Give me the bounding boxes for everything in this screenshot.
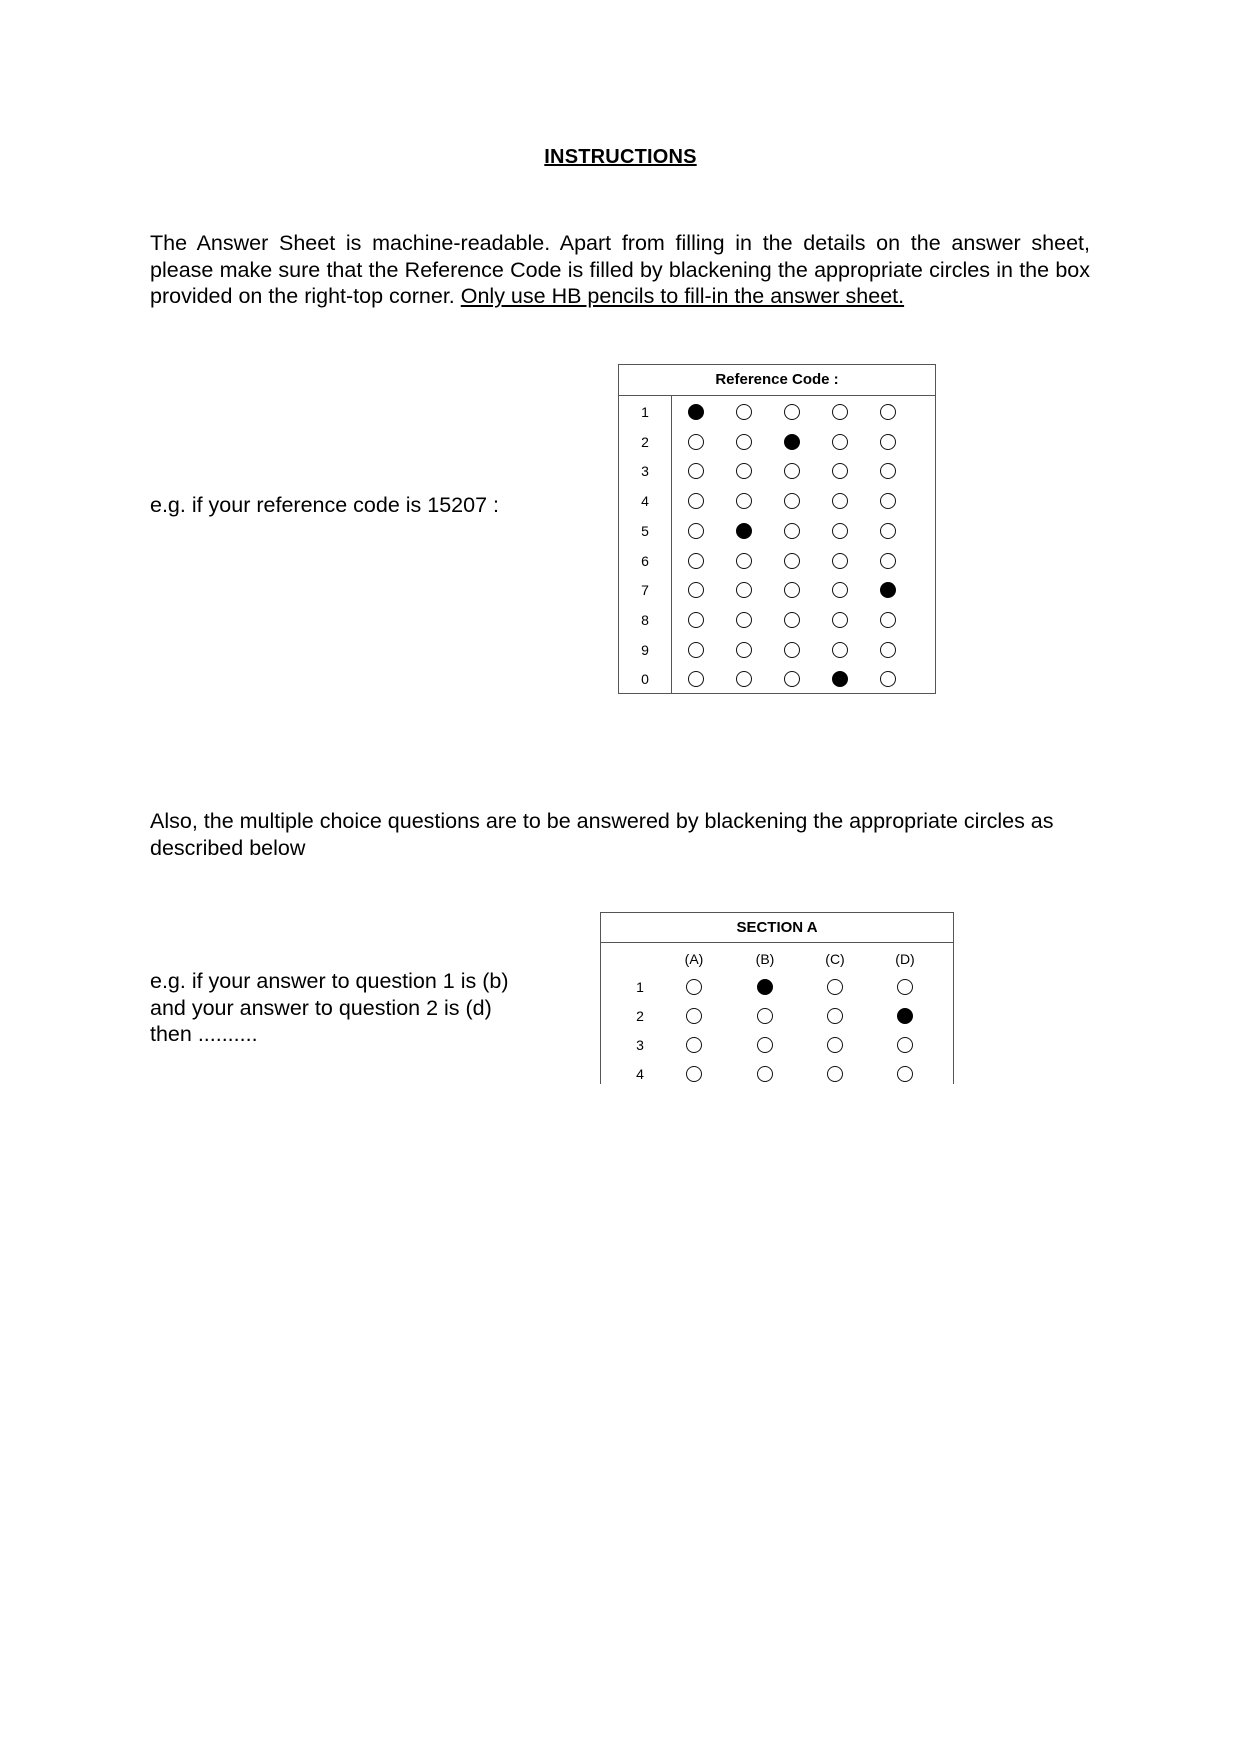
reference-row-label: 0	[641, 671, 649, 688]
reference-code-box	[618, 364, 936, 694]
empty-bubble	[688, 493, 704, 509]
empty-bubble	[686, 1066, 702, 1082]
empty-bubble	[736, 671, 752, 687]
empty-bubble	[688, 642, 704, 658]
reference-row-label: 2	[641, 433, 649, 450]
empty-bubble	[880, 612, 896, 628]
answer-example-line: and your answer to question 2 is (d)	[150, 995, 492, 1020]
empty-bubble	[688, 612, 704, 628]
empty-bubble	[832, 612, 848, 628]
empty-bubble	[897, 1037, 913, 1053]
empty-bubble	[784, 612, 800, 628]
empty-bubble	[880, 463, 896, 479]
empty-bubble	[688, 553, 704, 569]
reference-code-row	[619, 664, 935, 694]
reference-row-label: 3	[641, 463, 649, 480]
empty-bubble	[784, 553, 800, 569]
empty-bubble	[736, 553, 752, 569]
empty-bubble	[688, 671, 704, 687]
reference-row-label: 6	[641, 552, 649, 569]
reference-code-row	[619, 605, 935, 635]
empty-bubble	[880, 642, 896, 658]
filled-bubble	[880, 582, 896, 598]
reference-code-row	[619, 635, 935, 665]
filled-bubble	[832, 671, 848, 687]
empty-bubble	[827, 1066, 843, 1082]
empty-bubble	[880, 523, 896, 539]
reference-code-row	[619, 516, 935, 546]
intro-text: The Answer Sheet is machine-readable. Apart from filling in the details on the answer sheet, please make sure that the Reference Code is filled by blackening the appropriate circles in the box provided on the right-top corner.	[150, 231, 1090, 308]
empty-bubble	[686, 1037, 702, 1053]
empty-bubble	[897, 979, 913, 995]
empty-bubble	[827, 1037, 843, 1053]
answer-example-line: e.g. if your answer to question 1 is (b)	[150, 969, 509, 993]
page-title: INSTRUCTIONS	[544, 146, 697, 168]
empty-bubble	[688, 434, 704, 450]
empty-bubble	[784, 642, 800, 658]
empty-bubble	[784, 463, 800, 479]
empty-bubble	[736, 404, 752, 420]
reference-code-row	[619, 575, 935, 605]
filled-bubble	[784, 434, 800, 450]
empty-bubble	[736, 642, 752, 658]
reference-example-text: e.g. if your reference code is 15207 :	[150, 493, 499, 517]
option-column-label: (A)	[684, 951, 704, 967]
empty-bubble	[736, 612, 752, 628]
reference-code-row	[619, 486, 935, 516]
mcq-instruction-paragraph: Also, the multiple choice questions are to be answered by blackening the appropriate circles as described below	[150, 809, 1054, 860]
reference-code-row	[619, 456, 935, 486]
empty-bubble	[686, 979, 702, 995]
section-a-box	[600, 912, 954, 1084]
reference-code-row	[619, 427, 935, 457]
empty-bubble	[832, 553, 848, 569]
option-column-label: (B)	[755, 951, 775, 967]
empty-bubble	[832, 493, 848, 509]
question-row	[601, 1031, 953, 1060]
answer-example-text	[150, 968, 570, 1048]
question-row	[601, 973, 953, 1002]
empty-bubble	[832, 582, 848, 598]
filled-bubble	[736, 523, 752, 539]
reference-code-title: Reference Code :	[619, 365, 935, 396]
empty-bubble	[827, 979, 843, 995]
option-column-label: (D)	[895, 951, 915, 967]
empty-bubble	[832, 642, 848, 658]
empty-bubble	[736, 434, 752, 450]
empty-bubble	[736, 582, 752, 598]
question-row	[601, 1060, 953, 1089]
empty-bubble	[832, 523, 848, 539]
question-row	[601, 1002, 953, 1031]
reference-row-label: 9	[641, 641, 649, 658]
question-number: 1	[636, 979, 644, 995]
answer-example-line: then ..........	[150, 1022, 258, 1046]
empty-bubble	[880, 493, 896, 509]
question-number: 4	[636, 1066, 644, 1082]
empty-bubble	[688, 523, 704, 539]
reference-row-label: 7	[641, 582, 649, 599]
empty-bubble	[784, 493, 800, 509]
empty-bubble	[686, 1008, 702, 1024]
empty-bubble	[832, 463, 848, 479]
empty-bubble	[784, 404, 800, 420]
empty-bubble	[757, 1066, 773, 1082]
reference-code-row	[619, 546, 935, 576]
empty-bubble	[784, 671, 800, 687]
empty-bubble	[880, 553, 896, 569]
empty-bubble	[784, 582, 800, 598]
reference-row-label: 8	[641, 611, 649, 628]
question-number: 3	[636, 1037, 644, 1053]
filled-bubble	[688, 404, 704, 420]
intro-underlined-text: Only use HB pencils to fill-in the answer sheet.	[460, 284, 905, 308]
empty-bubble	[784, 523, 800, 539]
reference-row-label: 4	[641, 493, 649, 510]
empty-bubble	[880, 404, 896, 420]
filled-bubble	[757, 979, 773, 995]
empty-bubble	[757, 1037, 773, 1053]
empty-bubble	[827, 1008, 843, 1024]
empty-bubble	[832, 404, 848, 420]
empty-bubble	[880, 434, 896, 450]
reference-code-row	[619, 397, 935, 427]
question-number: 2	[636, 1008, 644, 1024]
empty-bubble	[688, 582, 704, 598]
reference-row-label: 5	[641, 522, 649, 539]
empty-bubble	[736, 463, 752, 479]
filled-bubble	[897, 1008, 913, 1024]
empty-bubble	[880, 671, 896, 687]
empty-bubble	[832, 434, 848, 450]
empty-bubble	[757, 1008, 773, 1024]
option-column-label: (C)	[825, 951, 845, 967]
reference-row-label: 1	[641, 404, 649, 420]
empty-bubble	[688, 463, 704, 479]
empty-bubble	[736, 493, 752, 509]
section-a-title: SECTION A	[601, 913, 953, 943]
intro-paragraph	[150, 230, 1090, 310]
empty-bubble	[897, 1066, 913, 1082]
